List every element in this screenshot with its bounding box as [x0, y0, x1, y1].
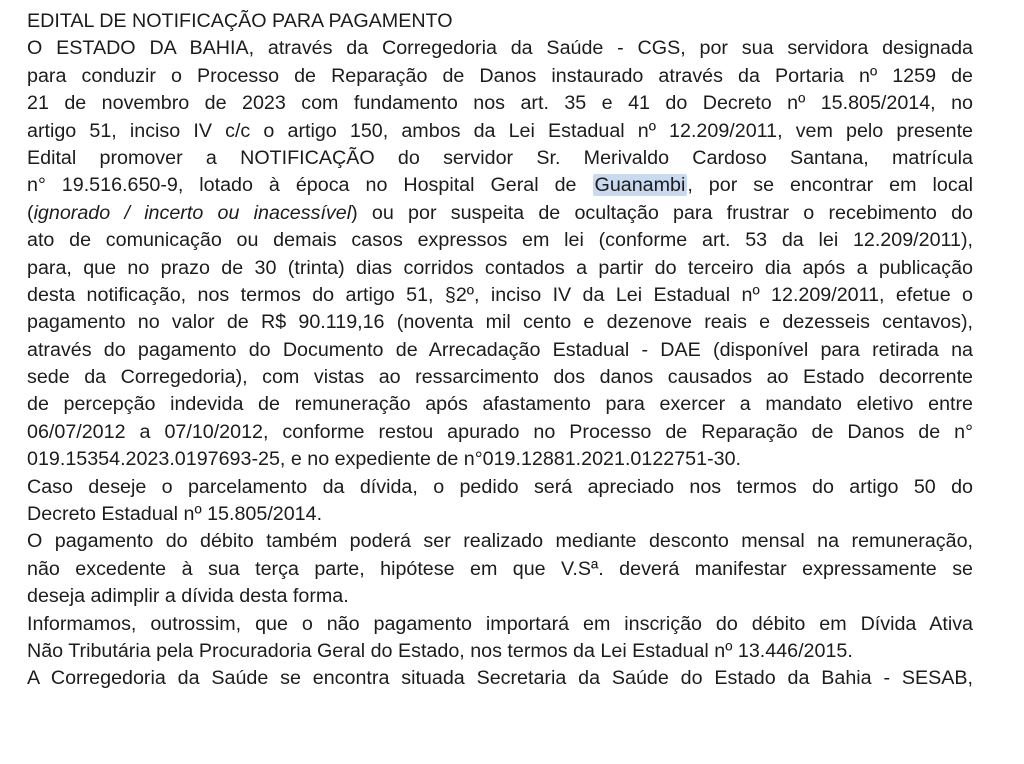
- document-body: [27, 8, 973, 693]
- text-line: Caso deseje o parcelamento da dívida, o pedido será apreciado nos termos do artigo 50 do: [27, 475, 973, 498]
- italic-text: ignorado: [33, 201, 111, 224]
- text-line: A Corregedoria da Saúde se encontra situada Secretaria da Saúde do Estado da Bahia - SESAB,: [27, 667, 973, 690]
- text-line: para conduzir o Processo de Reparação de Danos instaurado através da Portaria nº 1259 de: [27, 64, 973, 87]
- italic-separator: /: [110, 201, 145, 224]
- text-line: artigo 51, inciso IV c/c o artigo 150, ambos da Lei Estadual nº 12.209/2011, vem pelo presente: [27, 119, 973, 142]
- italic-text: incerto ou inacessível: [144, 201, 352, 224]
- text-segment: , por se encontrar em local: [687, 174, 973, 197]
- text-line: deseja adimplir a dívida desta forma.: [27, 585, 349, 608]
- text-line: 019.15354.2023.0197693-25, e no expediente de n°019.12881.2021.0122751-30.: [27, 448, 741, 471]
- text-line: não excedente à sua terça parte, hipótese em que V.Sª. deverá manifestar expressamente se: [27, 557, 973, 580]
- text-line: Edital promover a NOTIFICAÇÃO do servidor Sr. Merivaldo Cardoso Santana, matrícula: [27, 146, 973, 169]
- text-line: sede da Corregedoria), com vistas ao ressarcimento dos danos causados ao Estado decorrente: [27, 366, 973, 389]
- text-line-with-highlight: [27, 172, 973, 199]
- text-line-with-italic: [27, 200, 973, 227]
- text-line: ato de comunicação ou demais casos expressos em lei (conforme art. 53 da lei 12.209/2011),: [27, 229, 973, 252]
- text-segment: ) ou por suspeita de ocultação para frustrar o recebimento do: [351, 201, 973, 224]
- text-line: pagamento no valor de R$ 90.119,16 (noventa mil cento e dezenove reais e dezesseis centavos),: [27, 311, 973, 334]
- highlighted-word[interactable]: Guanambi: [594, 174, 686, 197]
- text-segment: n° 19.516.650-9, lotado à época no Hospital Geral de: [27, 174, 593, 197]
- text-line: através do pagamento do Documento de Arrecadação Estadual - DAE (disponível para retirada na: [27, 338, 973, 361]
- text-line: Informamos, outrossim, que o não pagamento importará em inscrição do débito em Dívida Ativa: [27, 612, 973, 635]
- text-line: de percepção indevida de remuneração após afastamento para exercer a mandato eletivo entre: [27, 393, 973, 416]
- document-title: EDITAL DE NOTIFICAÇÃO PARA PAGAMENTO: [27, 10, 453, 32]
- text-line: 21 de novembro de 2023 com fundamento nos art. 35 e 41 do Decreto nº 15.805/2014, no: [27, 92, 973, 115]
- text-line: O pagamento do débito também poderá ser realizado mediante desconto mensal na remuneração,: [27, 530, 973, 553]
- text-line: O ESTADO DA BAHIA, através da Corregedoria da Saúde - CGS, por sua servidora designada: [27, 37, 973, 60]
- text-line: Decreto Estadual nº 15.805/2014.: [27, 503, 323, 526]
- text-line: Não Tributária pela Procuradoria Geral do Estado, nos termos da Lei Estadual nº 13.446/2015.: [27, 639, 853, 662]
- text-line: 06/07/2012 a 07/10/2012, conforme restou apurado no Processo de Reparação de Danos de n°: [27, 420, 973, 443]
- text-line: desta notificação, nos termos do artigo 51, §2º, inciso IV da Lei Estadual nº 12.209/2011, efetue o: [27, 283, 973, 306]
- text-line: para, que no prazo de 30 (trinta) dias corridos contados a partir do terceiro dia após a publicação: [27, 256, 973, 279]
- text-segment: (: [27, 201, 34, 224]
